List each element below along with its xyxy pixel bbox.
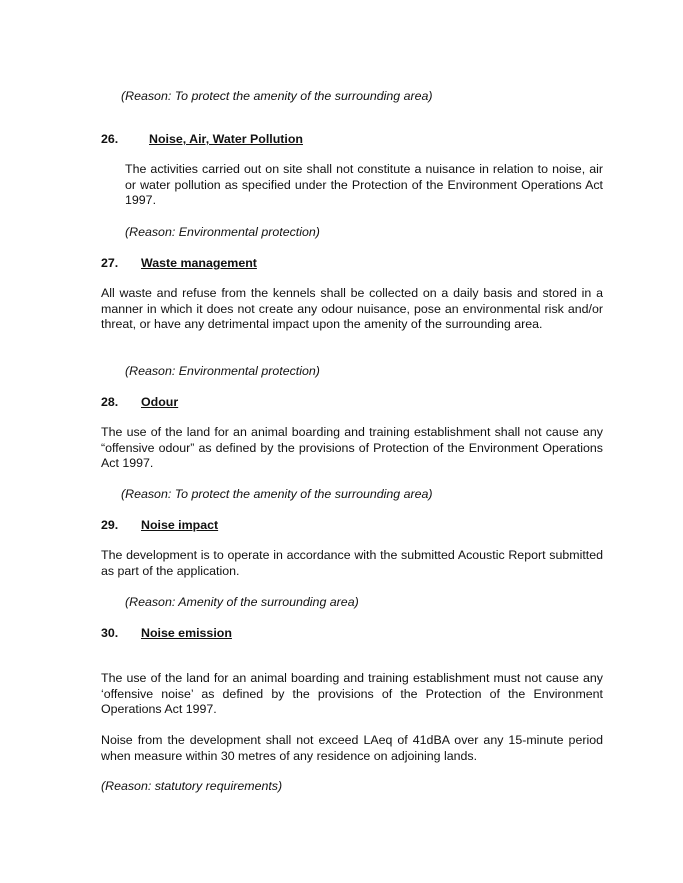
reason-text: (Reason: Environmental protection) (125, 225, 320, 239)
section-heading-30 (101, 625, 232, 641)
section-number: 27. (101, 256, 119, 270)
section-title: Waste management (141, 256, 257, 270)
section-title: Odour (141, 395, 179, 409)
section-body-27: All waste and refuse from the kennels shall be collected on a daily basis and stored in a manner in which it does not create any odour nuisance, pose an environmental risk and/or threat, or have any detrimental impact upon the amenity of the surrounding area. (101, 286, 603, 331)
section-number: 29. (101, 518, 119, 532)
section-heading-28 (101, 394, 178, 410)
reason-text: (Reason: Amenity of the surrounding area) (125, 595, 359, 609)
reason-text: (Reason: To protect the amenity of the surrounding area) (121, 487, 433, 501)
section-number: 28. (101, 395, 119, 409)
reason-text: (Reason: Environmental protection) (125, 364, 320, 378)
section-body-29: The development is to operate in accordance with the submitted Acoustic Report submitted as part of the application. (101, 548, 603, 578)
section-heading-27 (101, 255, 257, 271)
section-body-26: The activities carried out on site shall not constitute a nuisance in relation to noise, air or water pollution as specified under the Protection of the Environment Operations Act 1997. (125, 162, 603, 207)
section-title: Noise impact (141, 518, 219, 532)
section-body-30: The use of the land for an animal boarding and training establishment must not cause any ‘offensive noise’ as defined by the provisions of the Protection of the Environment Operations Act 1997. (101, 671, 603, 716)
section-title: Noise emission (141, 626, 232, 640)
section-body-28: The use of the land for an animal boarding and training establishment shall not cause any “offensive odour” as defined by the provisions of Protection of the Environment Operations Act 1997. (101, 425, 603, 470)
section-body-30-extra: Noise from the development shall not exceed LAeq of 41dBA over any 15-minute period when measure within 30 metres of any residence on adjoining lands. (101, 733, 603, 763)
section-heading-29 (101, 517, 218, 533)
section-heading-26 (101, 131, 303, 147)
reason-text: (Reason: To protect the amenity of the surrounding area) (121, 89, 433, 103)
section-number: 26. (101, 132, 119, 146)
section-title: Noise, Air, Water Pollution (149, 132, 303, 146)
reason-text: (Reason: statutory requirements) (101, 779, 283, 793)
section-number: 30. (101, 626, 119, 640)
